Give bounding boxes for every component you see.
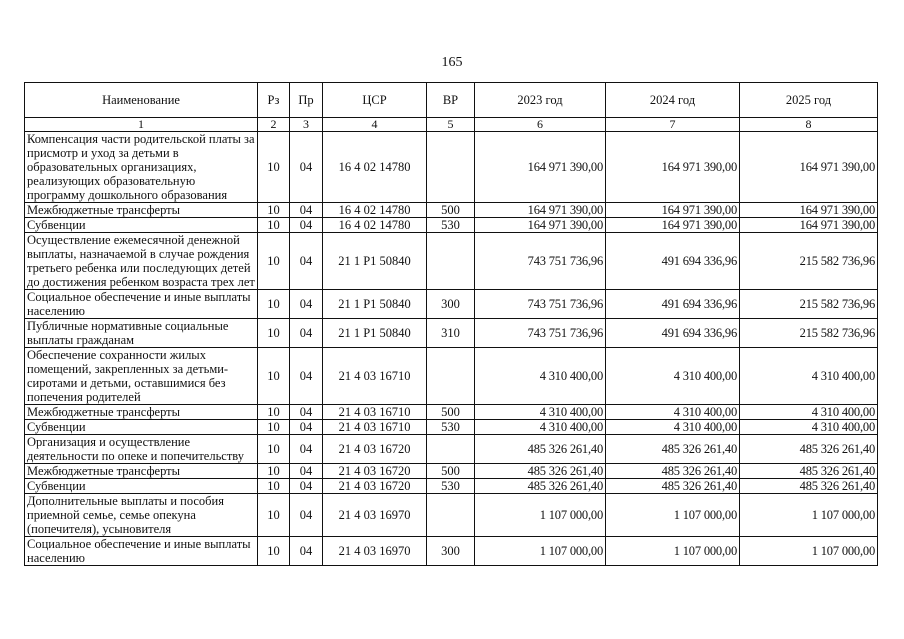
table-row bbox=[25, 494, 878, 537]
row-name: Межбюджетные трансферты bbox=[25, 405, 258, 420]
row-vr bbox=[427, 494, 475, 537]
header-row bbox=[25, 83, 878, 118]
row-2023: 164 971 390,00 bbox=[475, 203, 606, 218]
row-2023: 4 310 400,00 bbox=[475, 348, 606, 405]
budget-table bbox=[24, 82, 878, 566]
row-csr: 21 1 P1 50840 bbox=[323, 233, 427, 290]
row-rz: 10 bbox=[258, 435, 290, 464]
row-pr: 04 bbox=[290, 435, 323, 464]
row-2023: 4 310 400,00 bbox=[475, 405, 606, 420]
row-name: Организация и осуществление деятельности по опеке и попечительству bbox=[25, 435, 258, 464]
row-vr: 310 bbox=[427, 319, 475, 348]
row-rz: 10 bbox=[258, 233, 290, 290]
header-pr: Пр bbox=[290, 83, 323, 118]
row-rz: 10 bbox=[258, 537, 290, 566]
row-rz: 10 bbox=[258, 405, 290, 420]
row-rz: 10 bbox=[258, 479, 290, 494]
row-csr: 21 4 03 16710 bbox=[323, 348, 427, 405]
table-row bbox=[25, 290, 878, 319]
row-pr: 04 bbox=[290, 218, 323, 233]
row-name: Межбюджетные трансферты bbox=[25, 464, 258, 479]
row-vr bbox=[427, 233, 475, 290]
row-2025: 485 326 261,40 bbox=[740, 464, 878, 479]
row-pr: 04 bbox=[290, 464, 323, 479]
row-2023: 485 326 261,40 bbox=[475, 435, 606, 464]
header-2025: 2025 год bbox=[740, 83, 878, 118]
row-2024: 485 326 261,40 bbox=[606, 435, 740, 464]
row-vr bbox=[427, 435, 475, 464]
row-2024: 491 694 336,96 bbox=[606, 233, 740, 290]
row-2024: 4 310 400,00 bbox=[606, 405, 740, 420]
row-2024: 491 694 336,96 bbox=[606, 290, 740, 319]
row-pr: 04 bbox=[290, 319, 323, 348]
header-2024: 2024 год bbox=[606, 83, 740, 118]
row-2023: 743 751 736,96 bbox=[475, 290, 606, 319]
row-csr: 21 4 03 16970 bbox=[323, 537, 427, 566]
row-csr: 21 4 03 16720 bbox=[323, 479, 427, 494]
column-number: 2 bbox=[258, 118, 290, 132]
table-row bbox=[25, 464, 878, 479]
column-number: 4 bbox=[323, 118, 427, 132]
row-name: Публичные нормативные социальные выплаты гражданам bbox=[25, 319, 258, 348]
row-2024: 164 971 390,00 bbox=[606, 218, 740, 233]
row-csr: 21 4 03 16710 bbox=[323, 405, 427, 420]
row-name: Компенсация части родительской платы за присмотр и уход за детьми в образовательных организациях, реализующих образовательную программу дошкольного образования bbox=[25, 132, 258, 203]
row-2025: 1 107 000,00 bbox=[740, 494, 878, 537]
column-number: 7 bbox=[606, 118, 740, 132]
row-name: Межбюджетные трансферты bbox=[25, 203, 258, 218]
row-2023: 485 326 261,40 bbox=[475, 464, 606, 479]
row-2024: 1 107 000,00 bbox=[606, 494, 740, 537]
column-number: 1 bbox=[25, 118, 258, 132]
row-csr: 16 4 02 14780 bbox=[323, 218, 427, 233]
header-name: Наименование bbox=[25, 83, 258, 118]
row-2024: 4 310 400,00 bbox=[606, 420, 740, 435]
row-2024: 485 326 261,40 bbox=[606, 479, 740, 494]
row-2025: 215 582 736,96 bbox=[740, 319, 878, 348]
row-2023: 743 751 736,96 bbox=[475, 233, 606, 290]
table-row bbox=[25, 203, 878, 218]
row-csr: 21 4 03 16710 bbox=[323, 420, 427, 435]
row-name: Дополнительные выплаты и пособия приемной семье, семье опекуна (попечителя), усыновителя bbox=[25, 494, 258, 537]
row-rz: 10 bbox=[258, 319, 290, 348]
table-row bbox=[25, 435, 878, 464]
table-row bbox=[25, 537, 878, 566]
column-number: 3 bbox=[290, 118, 323, 132]
row-csr: 21 1 P1 50840 bbox=[323, 319, 427, 348]
table-row bbox=[25, 233, 878, 290]
row-2025: 164 971 390,00 bbox=[740, 218, 878, 233]
column-number: 5 bbox=[427, 118, 475, 132]
row-rz: 10 bbox=[258, 218, 290, 233]
row-2023: 1 107 000,00 bbox=[475, 537, 606, 566]
table-row bbox=[25, 348, 878, 405]
column-number: 6 bbox=[475, 118, 606, 132]
row-name: Обеспечение сохранности жилых помещений, закрепленных за детьми-сиротами и детьми, оставшимися без попечения родителей bbox=[25, 348, 258, 405]
row-rz: 10 bbox=[258, 348, 290, 405]
row-2025: 485 326 261,40 bbox=[740, 435, 878, 464]
row-2025: 4 310 400,00 bbox=[740, 348, 878, 405]
header-csr: ЦСР bbox=[323, 83, 427, 118]
row-name: Социальное обеспечение и иные выплаты населению bbox=[25, 290, 258, 319]
row-csr: 16 4 02 14780 bbox=[323, 203, 427, 218]
row-vr: 300 bbox=[427, 537, 475, 566]
row-2025: 4 310 400,00 bbox=[740, 405, 878, 420]
row-pr: 04 bbox=[290, 290, 323, 319]
table-row bbox=[25, 319, 878, 348]
row-name: Социальное обеспечение и иные выплаты населению bbox=[25, 537, 258, 566]
row-2024: 164 971 390,00 bbox=[606, 203, 740, 218]
table-row bbox=[25, 479, 878, 494]
row-pr: 04 bbox=[290, 494, 323, 537]
row-vr bbox=[427, 348, 475, 405]
row-2025: 215 582 736,96 bbox=[740, 290, 878, 319]
column-number: 8 bbox=[740, 118, 878, 132]
row-rz: 10 bbox=[258, 203, 290, 218]
row-2023: 4 310 400,00 bbox=[475, 420, 606, 435]
row-vr: 500 bbox=[427, 203, 475, 218]
row-2024: 491 694 336,96 bbox=[606, 319, 740, 348]
row-csr: 16 4 02 14780 bbox=[323, 132, 427, 203]
header-rz: Рз bbox=[258, 83, 290, 118]
row-pr: 04 bbox=[290, 420, 323, 435]
row-2023: 164 971 390,00 bbox=[475, 218, 606, 233]
table-row bbox=[25, 405, 878, 420]
row-vr: 500 bbox=[427, 464, 475, 479]
row-csr: 21 4 03 16720 bbox=[323, 464, 427, 479]
header-vr: ВР bbox=[427, 83, 475, 118]
row-rz: 10 bbox=[258, 420, 290, 435]
row-2025: 164 971 390,00 bbox=[740, 203, 878, 218]
row-pr: 04 bbox=[290, 405, 323, 420]
row-2025: 4 310 400,00 bbox=[740, 420, 878, 435]
table-row bbox=[25, 420, 878, 435]
row-2023: 1 107 000,00 bbox=[475, 494, 606, 537]
row-name: Осуществление ежемесячной денежной выплаты, назначаемой в случае рождения третьего ребенка или последующих детей до достижения ребенком возраста трех лет bbox=[25, 233, 258, 290]
row-rz: 10 bbox=[258, 494, 290, 537]
row-2024: 4 310 400,00 bbox=[606, 348, 740, 405]
row-pr: 04 bbox=[290, 233, 323, 290]
row-2025: 164 971 390,00 bbox=[740, 132, 878, 203]
row-pr: 04 bbox=[290, 348, 323, 405]
row-name: Субвенции bbox=[25, 218, 258, 233]
row-rz: 10 bbox=[258, 132, 290, 203]
row-name: Субвенции bbox=[25, 479, 258, 494]
row-2025: 215 582 736,96 bbox=[740, 233, 878, 290]
row-pr: 04 bbox=[290, 479, 323, 494]
row-pr: 04 bbox=[290, 132, 323, 203]
row-vr bbox=[427, 132, 475, 203]
row-2023: 164 971 390,00 bbox=[475, 132, 606, 203]
row-vr: 530 bbox=[427, 420, 475, 435]
header-2023: 2023 год bbox=[475, 83, 606, 118]
row-vr: 530 bbox=[427, 218, 475, 233]
table-row bbox=[25, 132, 878, 203]
page-number: 165 bbox=[441, 55, 463, 70]
row-vr: 300 bbox=[427, 290, 475, 319]
table-row bbox=[25, 218, 878, 233]
row-csr: 21 1 P1 50840 bbox=[323, 290, 427, 319]
column-number-row bbox=[25, 118, 878, 132]
row-2024: 1 107 000,00 bbox=[606, 537, 740, 566]
row-2025: 485 326 261,40 bbox=[740, 479, 878, 494]
row-rz: 10 bbox=[258, 290, 290, 319]
row-csr: 21 4 03 16720 bbox=[323, 435, 427, 464]
row-2024: 485 326 261,40 bbox=[606, 464, 740, 479]
row-rz: 10 bbox=[258, 464, 290, 479]
row-pr: 04 bbox=[290, 537, 323, 566]
row-vr: 530 bbox=[427, 479, 475, 494]
row-2024: 164 971 390,00 bbox=[606, 132, 740, 203]
row-2025: 1 107 000,00 bbox=[740, 537, 878, 566]
row-csr: 21 4 03 16970 bbox=[323, 494, 427, 537]
row-vr: 500 bbox=[427, 405, 475, 420]
row-2023: 743 751 736,96 bbox=[475, 319, 606, 348]
row-name: Субвенции bbox=[25, 420, 258, 435]
row-2023: 485 326 261,40 bbox=[475, 479, 606, 494]
row-pr: 04 bbox=[290, 203, 323, 218]
